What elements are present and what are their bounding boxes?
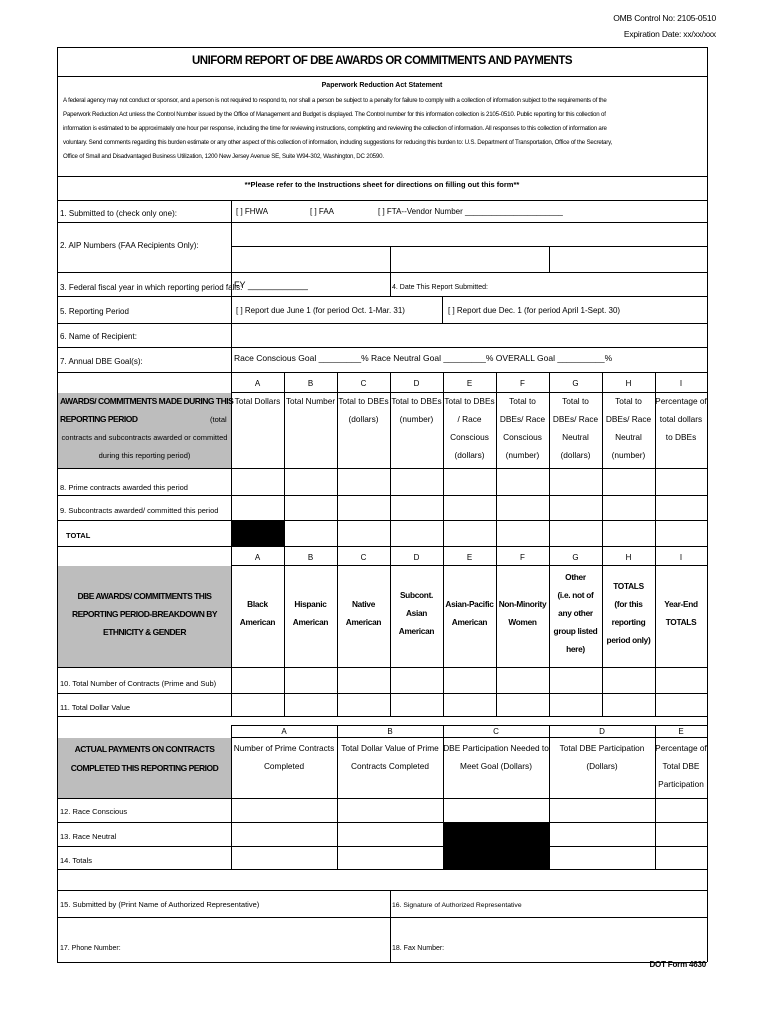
column-header: Neutral xyxy=(615,432,642,442)
column-letter: E xyxy=(466,379,473,388)
column-header: Total to DBEs xyxy=(391,396,442,406)
column-header: (number) xyxy=(399,414,434,424)
pra-line: Office of Small and Disadvantaged Business Utilization, 1200 New Jersey Avenue SE, Suite W94-302, Washington, DC 20590. xyxy=(63,153,384,160)
payments-input-cell[interactable] xyxy=(232,799,337,822)
awards-input-cell[interactable] xyxy=(232,496,284,520)
divider xyxy=(231,725,707,726)
awards-input-cell[interactable] xyxy=(285,469,337,495)
column-header: Black xyxy=(247,599,268,609)
payments-input-cell[interactable] xyxy=(656,823,707,846)
column-header: American xyxy=(345,617,382,627)
field-1-label: 1. Submitted to (check only one): xyxy=(60,209,177,218)
column-header: Asian-Pacific xyxy=(445,599,494,609)
payments-input-cell[interactable] xyxy=(550,847,655,869)
fta-checkbox[interactable]: [ ] FTA--Vendor Number ______________________ xyxy=(378,207,563,216)
column-letter: D xyxy=(413,553,420,562)
awards-input-cell[interactable] xyxy=(391,496,443,520)
divider xyxy=(57,296,707,297)
awards-input-cell[interactable] xyxy=(338,496,390,520)
column-header: / Race xyxy=(457,414,482,424)
ethnicity-input-cell[interactable] xyxy=(338,668,390,693)
column-header: Asian xyxy=(405,608,428,618)
column-header: Total DBE Participation xyxy=(559,743,645,753)
column-header: Conscious xyxy=(503,432,542,442)
divider xyxy=(57,546,707,547)
awards-input-cell[interactable] xyxy=(550,496,602,520)
column-header: Percentage of xyxy=(655,743,707,753)
column-header: Total to DBEs xyxy=(338,396,389,406)
column-letter: G xyxy=(572,553,579,562)
dbe-goals-field[interactable]: Race Conscious Goal _________% Race Neutral Goal _________% OVERALL Goal __________% xyxy=(234,353,613,363)
total-blackout xyxy=(232,521,285,546)
column-header: Contracts Completed xyxy=(351,761,429,771)
column-letter: I xyxy=(679,379,683,388)
awards-title-2: REPORTING PERIOD xyxy=(60,414,138,424)
column-header: total dollars xyxy=(659,414,703,424)
divider xyxy=(57,200,707,201)
awards-input-cell[interactable] xyxy=(391,521,443,546)
column-header: (dollars) xyxy=(454,450,485,460)
pra-title: Paperwork Reduction Act Statement xyxy=(321,82,443,89)
ethnicity-input-cell[interactable] xyxy=(550,694,602,716)
ethnicity-input-cell[interactable] xyxy=(603,668,655,693)
form-number: DOT Form 4630 xyxy=(649,960,706,969)
row-11-label: 11. Total Dollar Value xyxy=(60,703,131,712)
column-header: Women xyxy=(508,617,537,627)
column-header: Participation xyxy=(658,779,704,789)
row-8-label: 8. Prime contracts awarded this period xyxy=(60,483,188,492)
divider xyxy=(57,347,707,348)
awards-input-cell[interactable] xyxy=(285,496,337,520)
awards-input-cell[interactable] xyxy=(603,496,655,520)
awards-input-cell[interactable] xyxy=(444,469,496,495)
ethnicity-input-cell[interactable] xyxy=(285,694,337,716)
ethnicity-title: DBE AWARDS/ COMMITMENTS THIS xyxy=(77,591,212,601)
column-header: (i.e. not of xyxy=(557,590,594,600)
column-header: to DBEs xyxy=(665,432,697,442)
ethnicity-input-cell[interactable] xyxy=(497,668,549,693)
column-letter: B xyxy=(307,553,314,562)
form-border-bottom xyxy=(57,962,707,963)
ethnicity-title-2: REPORTING PERIOD-BREAKDOWN BY xyxy=(71,609,218,619)
column-letter: C xyxy=(493,727,499,736)
period-june-checkbox[interactable]: [ ] Report due June 1 (for period Oct. 1-Mar. 31) xyxy=(236,306,405,315)
ethnicity-input-cell[interactable] xyxy=(391,668,443,693)
awards-subtitle-2: during this reporting period) xyxy=(98,451,191,460)
column-letter: A xyxy=(254,379,261,388)
payments-input-cell[interactable] xyxy=(232,847,337,869)
column-header: Completed xyxy=(263,761,305,771)
ethnicity-input-cell[interactable] xyxy=(285,668,337,693)
field-3-label: 3. Federal fiscal year in which reporting period falls: xyxy=(60,283,243,292)
payments-input-cell[interactable] xyxy=(550,799,655,822)
payments-input-cell[interactable] xyxy=(656,799,707,822)
column-header: Total DBE xyxy=(662,761,700,771)
column-letter: B xyxy=(307,379,314,388)
column-header: Total Dollars xyxy=(234,396,281,406)
ethnicity-input-cell[interactable] xyxy=(550,668,602,693)
column-header: Total Dollar Value of Prime xyxy=(341,743,439,753)
divider xyxy=(57,716,707,717)
form-border-top xyxy=(57,47,707,48)
awards-input-cell[interactable] xyxy=(285,521,337,546)
field-4-label: 4. Date This Report Submitted: xyxy=(392,284,488,291)
awards-input-cell[interactable] xyxy=(444,496,496,520)
column-header: Year-End xyxy=(664,599,698,609)
payments-input-cell[interactable] xyxy=(550,823,655,846)
column-header: American xyxy=(239,617,276,627)
awards-input-cell[interactable] xyxy=(656,521,707,546)
ethnicity-input-cell[interactable] xyxy=(338,694,390,716)
total-label: TOTAL xyxy=(66,531,91,540)
ethnicity-input-cell[interactable] xyxy=(497,694,549,716)
fiscal-year-field[interactable]: FY ____________ xyxy=(234,280,308,290)
signature-field[interactable] xyxy=(391,918,706,943)
payments-input-cell[interactable] xyxy=(232,823,337,846)
period-dec-checkbox[interactable]: [ ] Report due Dec. 1 (for period April 1-Sept. 30) xyxy=(448,306,621,315)
column-letter: D xyxy=(413,379,420,388)
column-letter: I xyxy=(679,553,683,562)
payments-title-2: COMPLETED THIS REPORTING PERIOD xyxy=(70,763,219,773)
column-header: DBEs/ Race xyxy=(605,414,652,424)
awards-input-cell[interactable] xyxy=(656,469,707,495)
ethnicity-input-cell[interactable] xyxy=(603,694,655,716)
column-letter: E xyxy=(466,553,473,562)
divider xyxy=(57,869,707,870)
date-submitted-field[interactable] xyxy=(391,273,706,295)
awards-input-cell[interactable] xyxy=(338,469,390,495)
awards-input-cell[interactable] xyxy=(391,469,443,495)
divider xyxy=(549,246,550,272)
pra-line: A federal agency may not conduct or sponsor, and a person is not required to respond to, nor shall a person be subject to a penalty for failure to comply with a collection of information subject to the requirements of the xyxy=(63,97,607,104)
field-16-label: 16. Signature of Authorized Representative xyxy=(392,902,522,909)
column-header: Total to xyxy=(562,396,589,406)
column-letter: F xyxy=(520,379,525,388)
pra-line: information is estimated to be approximately one hour per response, including the time for reviewing instructions, completing and reviewing the collection of information. All responses to this collection of information are xyxy=(63,125,607,132)
column-header: reporting xyxy=(611,617,646,627)
awards-title: AWARDS/ COMMITMENTS MADE DURING THIS xyxy=(60,396,234,406)
column-letter: A xyxy=(281,727,287,736)
letter-row-divider xyxy=(231,392,707,393)
ethnicity-input-cell[interactable] xyxy=(444,668,496,693)
awards-subtitle: contracts and subcontracts awarded or committed xyxy=(61,433,228,442)
field-5-label: 5. Reporting Period xyxy=(60,307,129,316)
column-header: DBE Participation Needed to xyxy=(443,743,549,753)
form-title: UNIFORM REPORT OF DBE AWARDS OR COMMITMENTS AND PAYMENTS xyxy=(191,55,573,67)
awards-input-cell[interactable] xyxy=(444,521,496,546)
column-header: TOTALS xyxy=(613,581,644,591)
column-header: Total to xyxy=(615,396,642,406)
column-header: Meet Goal (Dollars) xyxy=(460,761,532,771)
field-15-label: 15. Submitted by (Print Name of Authorized Representative) xyxy=(60,900,260,909)
letter-row-divider xyxy=(231,737,707,738)
awards-input-cell[interactable] xyxy=(603,469,655,495)
column-header: period only) xyxy=(606,635,651,645)
column-letter: G xyxy=(572,379,579,388)
column-header: American xyxy=(398,626,435,636)
awards-title-2b: (total xyxy=(210,415,227,424)
column-header: any other xyxy=(558,608,593,618)
column-header: (dollars) xyxy=(348,414,379,424)
column-header: Other xyxy=(565,572,586,582)
ethnicity-input-cell[interactable] xyxy=(656,694,707,716)
ethnicity-input-cell[interactable] xyxy=(391,694,443,716)
column-header: Non-Minority xyxy=(498,599,547,609)
column-header: DBEs/ Race xyxy=(499,414,546,424)
expiration-date: Expiration Date: xx/xx/xxx xyxy=(623,29,716,39)
column-header: here) xyxy=(566,644,585,654)
row-10-label: 10. Total Number of Contracts (Prime and Sub) xyxy=(60,679,217,688)
field-6-label: 6. Name of Recipient: xyxy=(60,332,137,341)
payments-input-cell[interactable] xyxy=(338,847,443,869)
representative-name-field[interactable] xyxy=(58,918,390,943)
ethnicity-input-cell[interactable] xyxy=(444,694,496,716)
faa-checkbox[interactable]: [ ] FAA xyxy=(310,207,335,216)
pra-line: voluntary. Send comments regarding this burden estimate or any other aspect of this collection of information, including suggestions for reducing this burden to: U.S. Department of Transportation, Office of the Secretary, xyxy=(63,139,613,146)
column-header: (number) xyxy=(611,450,646,460)
column-header: Total to DBEs xyxy=(444,396,495,406)
aip-numbers-field[interactable] xyxy=(232,223,706,272)
divider xyxy=(390,246,391,272)
form-border-right xyxy=(707,47,708,962)
ethnicity-title-3: ETHNICITY & GENDER xyxy=(103,627,186,637)
divider xyxy=(442,296,443,323)
divider xyxy=(231,246,707,247)
column-letter: C xyxy=(360,553,367,562)
omb-control-number: OMB Control No: 2105-0510 xyxy=(613,13,716,23)
column-header: (dollars) xyxy=(560,450,591,460)
column-letter: E xyxy=(678,727,684,736)
field-17-label: 17. Phone Number: xyxy=(60,945,121,952)
column-header: Conscious xyxy=(450,432,489,442)
payments-blackout xyxy=(443,822,549,869)
column-header: (Dollars) xyxy=(586,761,618,771)
payments-title: ACTUAL PAYMENTS ON CONTRACTS xyxy=(74,744,215,754)
payments-input-cell[interactable] xyxy=(444,799,549,822)
column-letter: C xyxy=(360,379,367,388)
column-header: TOTALS xyxy=(665,617,697,627)
column-letter: B xyxy=(387,727,393,736)
awards-input-cell[interactable] xyxy=(656,496,707,520)
row-12-label: 12. Race Conscious xyxy=(60,807,128,816)
payments-input-cell[interactable] xyxy=(338,823,443,846)
recipient-name-field[interactable] xyxy=(232,324,706,347)
awards-input-cell[interactable] xyxy=(232,469,284,495)
column-header: Native xyxy=(351,599,376,609)
ethnicity-input-cell[interactable] xyxy=(232,694,284,716)
column-letter: D xyxy=(599,727,605,736)
awards-input-cell[interactable] xyxy=(550,469,602,495)
column-header: Subcont. xyxy=(399,590,434,600)
ethnicity-input-cell[interactable] xyxy=(656,668,707,693)
title-divider xyxy=(57,76,707,77)
column-header: American xyxy=(451,617,488,627)
field-2-label: 2. AIP Numbers (FAA Recipients Only): xyxy=(60,241,199,250)
row-13-label: 13. Race Neutral xyxy=(60,832,117,841)
column-header: Percentage of xyxy=(655,396,707,406)
fhwa-checkbox[interactable]: [ ] FHWA xyxy=(236,207,269,216)
field-18-label: 18. Fax Number: xyxy=(392,945,445,952)
divider xyxy=(57,176,707,177)
column-header: Total to xyxy=(509,396,536,406)
divider xyxy=(57,890,707,891)
column-letter: H xyxy=(625,553,632,562)
column-header: Total Number xyxy=(285,396,336,406)
column-header: Neutral xyxy=(562,432,589,442)
awards-input-cell[interactable] xyxy=(497,469,549,495)
awards-input-cell[interactable] xyxy=(550,521,602,546)
instructions-note: **Please refer to the Instructions sheet for directions on filling out this form** xyxy=(244,180,520,189)
column-letter: F xyxy=(520,553,525,562)
column-header: Hispanic xyxy=(294,599,327,609)
row-9-label: 9. Subcontracts awarded/ committed this period xyxy=(60,506,219,515)
column-header: DBEs/ Race xyxy=(552,414,599,424)
column-header: group listed xyxy=(553,626,598,636)
awards-input-cell[interactable] xyxy=(338,521,390,546)
payments-input-cell[interactable] xyxy=(338,799,443,822)
awards-input-cell[interactable] xyxy=(603,521,655,546)
awards-input-cell[interactable] xyxy=(497,521,549,546)
row-14-label: 14. Totals xyxy=(60,856,92,865)
column-header: American xyxy=(292,617,329,627)
payments-input-cell[interactable] xyxy=(656,847,707,869)
column-letter: H xyxy=(625,379,632,388)
pra-line: Paperwork Reduction Act unless the Control Number issued by the Office of Management and Budget is displayed. The Control number for this information collection is 2105-0510. Public reporting for this collection of xyxy=(63,111,606,118)
field-7-label: 7. Annual DBE Goal(s): xyxy=(60,357,143,366)
column-letter: A xyxy=(254,553,261,562)
column-header: (number) xyxy=(505,450,540,460)
letter-row-divider xyxy=(231,565,707,566)
column-header: (for this xyxy=(614,599,643,609)
column-header: Number of Prime Contracts xyxy=(233,743,335,753)
ethnicity-input-cell[interactable] xyxy=(232,668,284,693)
divider xyxy=(57,372,707,373)
awards-input-cell[interactable] xyxy=(497,496,549,520)
